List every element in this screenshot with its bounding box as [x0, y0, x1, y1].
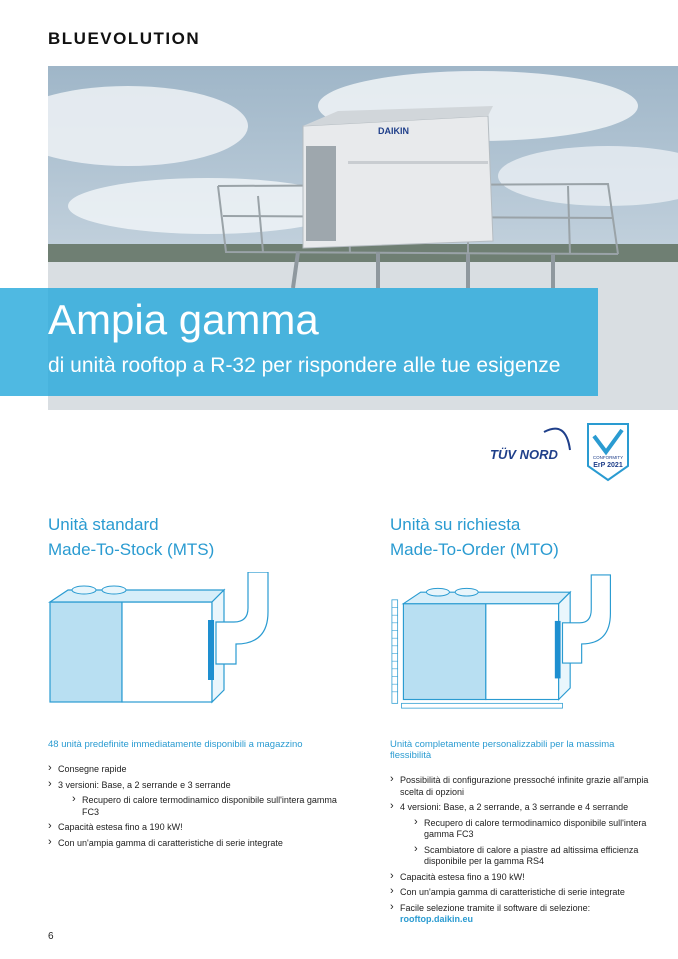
unit-brand-label: DAIKIN: [378, 126, 409, 136]
brand-logo: BLUEVOLUTION: [48, 29, 201, 48]
hero-title: Ampia gamma: [48, 296, 319, 343]
mto-heading: [390, 512, 650, 562]
list-item: › Recupero di calore termodinamico disponibile sull'intera gamma FC3: [414, 818, 650, 841]
hero-banner: [0, 288, 598, 396]
rooftop-link[interactable]: rooftop.daikin.eu: [400, 914, 473, 924]
list-item: › Capacità estesa fino a 190 kW!: [390, 872, 650, 884]
certification-badges: [486, 422, 632, 484]
mts-lead: 48 unità predefinite immediatamente disponibili a magazzino: [48, 739, 303, 750]
selection-text: Facile selezione tramite il software di selezione:: [400, 902, 591, 913]
list-item: › Recupero di calore termodinamico disponibile sull'intera gamma FC3: [72, 795, 338, 818]
mts-feature-list: [48, 764, 338, 849]
mto-column: [390, 512, 650, 930]
list-item: › Capacità estesa fino a 190 kW!: [48, 822, 338, 834]
mts-column: [48, 512, 338, 853]
list-item: › Consegne rapide: [48, 764, 338, 776]
mto-heading-line2: Made-To-Order (MTO): [390, 540, 559, 559]
mto-unit-diagram: [390, 572, 620, 712]
mto-lead: Unità completamente personalizzabili per la massima flessibilità: [390, 739, 615, 761]
mts-unit-diagram: [48, 572, 278, 712]
mto-heading-line1: Unità su richiesta: [390, 515, 521, 534]
list-item: [390, 903, 650, 926]
erp-shield-icon: [588, 424, 628, 480]
list-item: › Possibilità di configurazione pressoché infinite grazie all'ampia scelta di opzioni: [390, 775, 650, 798]
hero-subtitle: di unità rooftop a R-32 per rispondere alle tue esigenze: [48, 354, 561, 377]
mto-feature-list: [390, 775, 650, 926]
mts-heading: [48, 512, 338, 562]
page-number: 6: [48, 931, 54, 942]
list-item: › Con un'ampia gamma di caratteristiche di serie integrate: [48, 838, 338, 850]
list-item: › 4 versioni: Base, a 2 serrande, a 3 serrande e 4 serrande: [390, 802, 650, 814]
erp-caption: CONFORMITY: [592, 455, 624, 460]
mts-heading-line2: Made-To-Stock (MTS): [48, 540, 215, 559]
erp-label: ErP 2021: [593, 462, 623, 469]
list-item: › 3 versioni: Base, a 2 serrande e 3 serrande: [48, 780, 338, 792]
mts-heading-line1: Unità standard: [48, 515, 159, 534]
list-item: › Con un'ampia gamma di caratteristiche di serie integrate: [390, 887, 650, 899]
list-item: › Scambiatore di calore a piastre ad altissima efficienza disponibile per la gamma RS4: [414, 845, 650, 868]
tuv-nord-logo: TÜV NORD: [490, 447, 558, 462]
